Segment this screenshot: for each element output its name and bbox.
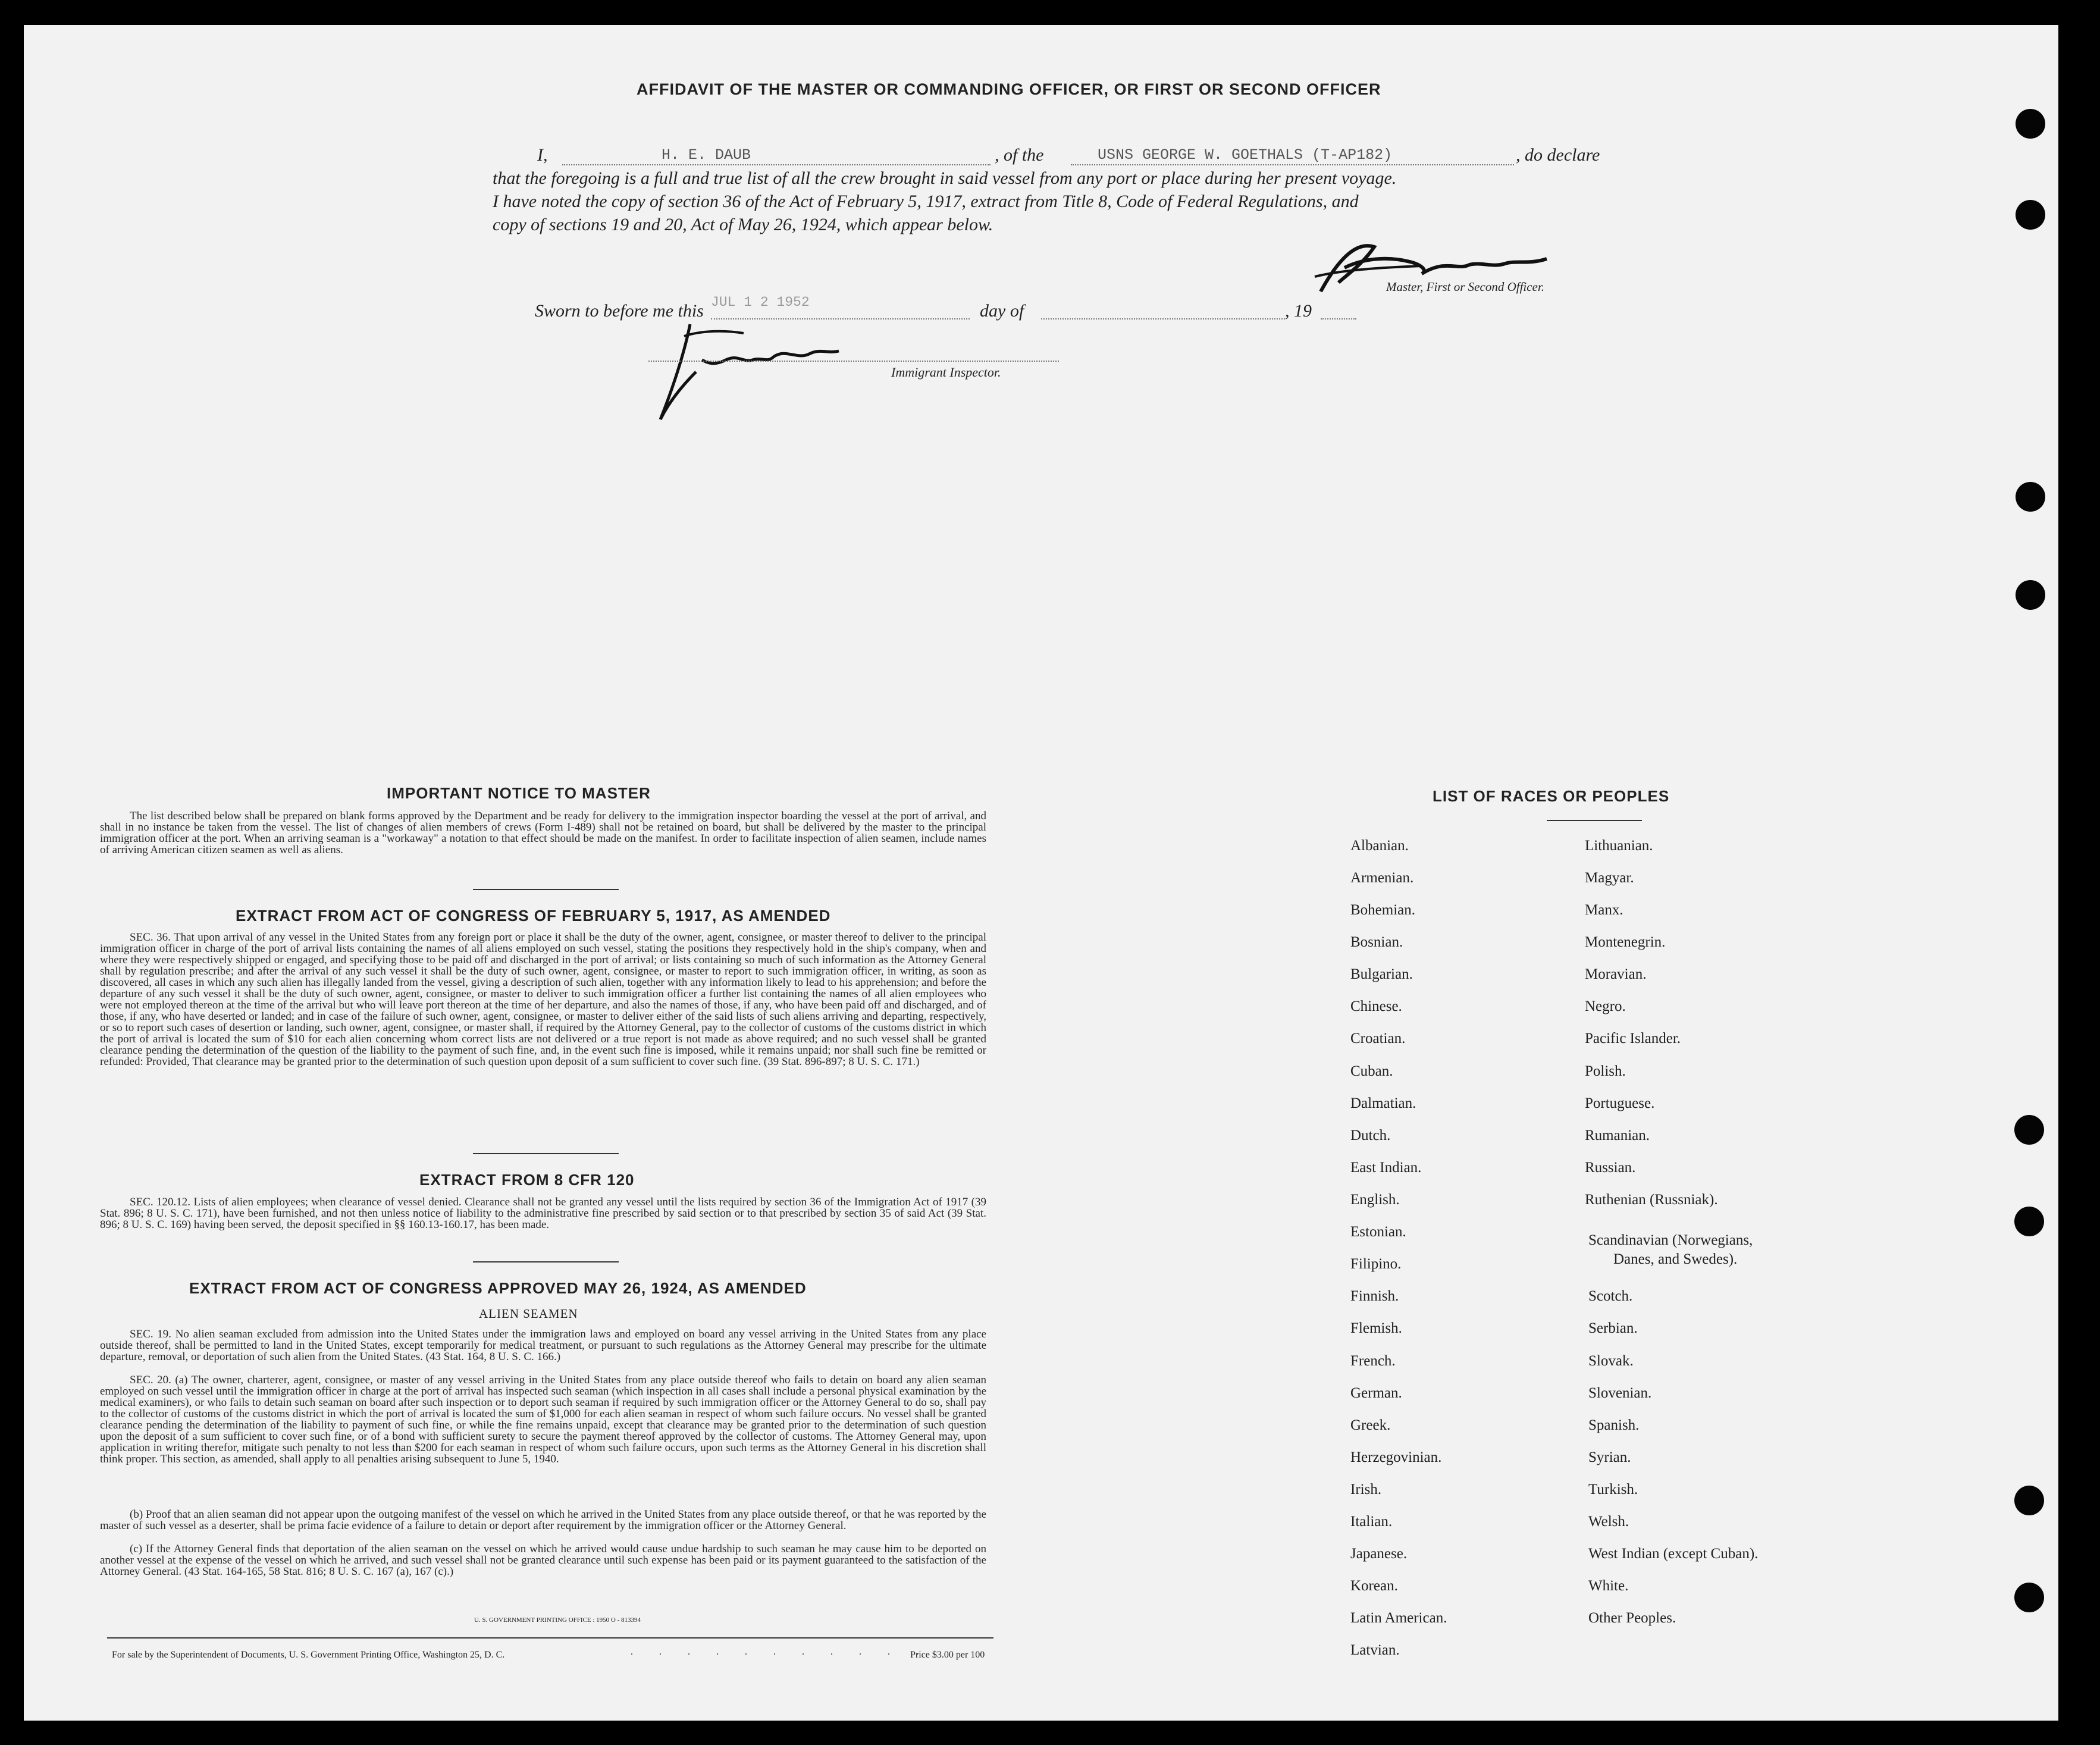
race-item: Turkish.: [1588, 1481, 1638, 1497]
race-item: Flemish.: [1350, 1320, 1402, 1336]
footer-rule: [107, 1637, 993, 1639]
punch-hole: [2016, 580, 2045, 610]
section-20a: SEC. 20. (a) The owner, charterer, agent, consignee, or master of any vessel arriving in the United States from any place outside thereof who fails to detain on board any alien seaman employed on such vessel until the immigration officer in charge at the port of arrival has inspected such seaman (which inspection in all cases shall include a personal physical examination by the medical examiners), or who fails to detain such seaman on board after such inspection or to deport such seaman if required by such immigration officer or the Attorney General to do so, shall pay to the collector of customs of the customs district in which the port of arrival is located the sum of $1,000 for each alien seaman in respect of whom such failure occurs. No vessel shall be granted clearance pending the determination of the liability to payment of such fine, or while the fine remains unpaid, except that clearance may be granted prior to the determination of such question upon the deposit of a sum sufficient to cover such fine, or of a bond with sufficient surety to secure the payment thereof approved by the collector of customs. The Attorney General may, upon application in writing therefor, mitigate such penalty to not less than $200 for each seaman in respect of whom such failure occurs, upon such terms as the Attorney General in his discretion shall think proper. This section, as amended, shall apply to all penalties arising subsequent to June 5, 1940.: [100, 1374, 986, 1465]
race-item: Dalmatian.: [1350, 1095, 1416, 1111]
date-stamp: JUL 1 2 1952: [711, 295, 810, 310]
section-20b: (b) Proof that an alien seaman did not appear upon the outgoing manifest of the vessel on which he arrived in the United States from any place outside thereof, or that he was reported by the master of such vessel as a deserter, shall be prima facie evidence of a failure to detain or deport after requirement by the immigration officer or the Attorney General.: [100, 1508, 986, 1532]
race-item: Irish.: [1350, 1481, 1382, 1497]
race-item: East Indian.: [1350, 1160, 1422, 1176]
race-item: Bulgarian.: [1350, 966, 1413, 982]
punch-hole: [2014, 1207, 2044, 1236]
race-item: Montenegrin.: [1585, 934, 1666, 950]
race-item: Latin American.: [1350, 1610, 1447, 1626]
notice-heading: IMPORTANT NOTICE TO MASTER: [387, 784, 651, 802]
gpo-imprint: U. S. GOVERNMENT PRINTING OFFICE : 1950 O - 813394: [474, 1616, 641, 1624]
of-the-label: , of the: [995, 145, 1044, 165]
punch-hole: [2016, 200, 2045, 230]
race-item: Magyar.: [1585, 870, 1634, 886]
race-item: Other Peoples.: [1588, 1610, 1676, 1626]
race-item: White.: [1588, 1578, 1629, 1594]
race-item: Greek.: [1350, 1417, 1391, 1433]
race-item: Scotch.: [1588, 1288, 1633, 1304]
race-item: Manx.: [1585, 902, 1623, 918]
race-item: Slovak.: [1588, 1353, 1634, 1369]
race-item: Slovenian.: [1588, 1385, 1652, 1401]
race-item: Bosnian.: [1350, 934, 1403, 950]
race-item: Bohemian.: [1350, 902, 1416, 918]
race-item: Herzegovinian.: [1350, 1449, 1442, 1465]
affidavit-line-4: copy of sections 19 and 20, Act of May 26, 1924, which appear below.: [493, 215, 993, 234]
race-item: Armenian.: [1350, 870, 1414, 886]
inspector-signature: [648, 318, 886, 425]
races-heading: LIST OF RACES OR PEOPLES: [1433, 787, 1670, 805]
race-item: Pacific Islander.: [1585, 1030, 1681, 1047]
inspector-line: [648, 361, 1059, 362]
month-line: [1041, 318, 1285, 319]
divider: [473, 1261, 619, 1262]
race-item: Portuguese.: [1585, 1095, 1655, 1111]
affidavit-line-2: that the foregoing is a full and true list of all the crew brought in said vessel from any port or place during her present voyage.: [493, 168, 1397, 188]
year-line: [1321, 318, 1356, 319]
race-item: Lithuanian.: [1585, 838, 1653, 854]
section-20c: (c) If the Attorney General finds that deportation of the alien seaman on the vessel on which he arrived would cause undue hardship to such seaman he may cause him to be deported on another vessel at the expense of the vessel on which he arrived, and such vessel shall not be granted clearance until such expense has been paid or its payment guaranteed to the satisfaction of the Attorney General. (43 Stat. 164-165, 58 Stat. 816; 8 U. S. C. 167 (a), 167 (c).): [100, 1543, 986, 1578]
price-label: Price $3.00 per 100: [910, 1650, 985, 1660]
punch-hole: [2014, 1115, 2044, 1145]
race-item: Polish.: [1585, 1063, 1626, 1079]
race-item: Japanese.: [1350, 1546, 1408, 1562]
race-item: Estonian.: [1350, 1224, 1406, 1240]
race-item: Spanish.: [1588, 1417, 1640, 1433]
race-item: Ruthenian (Russniak).: [1585, 1192, 1718, 1208]
inspector-label: Immigrant Inspector.: [891, 365, 1001, 380]
day-of-label: day of: [980, 301, 1024, 321]
notice-body: The list described below shall be prepared on blank forms approved by the Department and be ready for delivery to the immigration inspector boarding the vessel at the port of arrival, and shall in no instance be taken from the vessel. The list of changes of alien members of crews (Form I-489) shall not be retained on board, but shall be delivered by the master to the principal immigration officer at the port. When an arriving seaman is a "workaway" a notation to that effect should be made on the manifest. In order to facilitate inspection of alien seamen, include names of arriving American citizen seamen as well as aliens.: [100, 810, 986, 856]
year-label: , 19: [1285, 301, 1312, 321]
affidavit-title: AFFIDAVIT OF THE MASTER OR COMMANDING OFFICER, OR FIRST OR SECOND OFFICER: [637, 80, 1381, 98]
sale-notice: For sale by the Superintendent of Documents, U. S. Government Printing Office, Washington 25, D. C.: [112, 1650, 505, 1660]
vessel-line: [1071, 164, 1514, 165]
race-item: German.: [1350, 1385, 1402, 1401]
race-item: Chinese.: [1350, 998, 1402, 1014]
divider: [473, 889, 619, 890]
race-item: Danes, and Swedes).: [1613, 1251, 1738, 1267]
name-line: [562, 164, 991, 165]
race-item: West Indian (except Cuban).: [1588, 1546, 1759, 1562]
race-item: Negro.: [1585, 998, 1626, 1014]
race-item: Finnish.: [1350, 1288, 1399, 1304]
race-item: Rumanian.: [1585, 1127, 1650, 1144]
race-item: Italian.: [1350, 1514, 1393, 1530]
race-item: French.: [1350, 1353, 1396, 1369]
declarant-name: H. E. DAUB: [662, 146, 751, 164]
race-item: Russian.: [1585, 1160, 1636, 1176]
extract-cfr-heading: EXTRACT FROM 8 CFR 120: [419, 1171, 635, 1189]
extract-1917-heading: EXTRACT FROM ACT OF CONGRESS OF FEBRUARY 5, 1917, AS AMENDED: [236, 907, 831, 925]
punch-hole: [2016, 109, 2045, 139]
races-heading-rule: [1547, 820, 1642, 821]
do-declare-label: , do declare: [1516, 145, 1600, 165]
alien-seamen-subheading: ALIEN SEAMEN: [479, 1307, 578, 1321]
race-item: Moravian.: [1585, 966, 1647, 982]
extract-1924-heading: EXTRACT FROM ACT OF CONGRESS APPROVED MAY 26, 1924, AS AMENDED: [189, 1279, 807, 1297]
divider: [473, 1153, 619, 1154]
race-item: Albanian.: [1350, 838, 1409, 854]
race-item: Scandinavian (Norwegians,: [1588, 1232, 1753, 1248]
paper-sheet: [24, 25, 2058, 1721]
race-item: Filipino.: [1350, 1256, 1402, 1272]
sale-leader-dots: . . . . . . . . . . .: [631, 1647, 930, 1657]
race-item: Croatian.: [1350, 1030, 1406, 1047]
punch-hole: [2016, 482, 2045, 512]
race-item: English.: [1350, 1192, 1400, 1208]
extract-cfr-body: SEC. 120.12. Lists of alien employees; when clearance of vessel denied. Clearance shall not be granted any vessel until the lists required by section 36 of the Immigration Act of 1917 (39 Stat. 896; 8 U. S. C. 171), have been furnished, and not then unless notice of liability to the administrative fine prescribed by said section or to that prescribed by section 35 of said Act (39 Stat. 896; 8 U. S. C. 169) having been served, the deposit specified in §§ 160.13-160.17, has been made.: [100, 1196, 986, 1231]
sworn-label: Sworn to before me this: [535, 301, 704, 321]
affidavit-line-3: I have noted the copy of section 36 of the Act of February 5, 1917, extract from Title 8, Code of Federal Regulations, and: [493, 192, 1359, 211]
declarant-label: I,: [537, 145, 548, 165]
race-item: Syrian.: [1588, 1449, 1631, 1465]
race-item: Korean.: [1350, 1578, 1398, 1594]
section-19: SEC. 19. No alien seaman excluded from admission into the United States under the immigration laws and employed on board any vessel arriving in the United States from any place outside thereof, shall be permitted to land in the United States, except temporarily for medical treatment, or pursuant to such regulations as the Attorney General may prescribe for the ultimate departure, removal, or deportation of such alien from the United States. (43 Stat. 164, 8 U. S. C. 166.): [100, 1328, 986, 1363]
punch-hole: [2014, 1486, 2044, 1515]
race-item: Serbian.: [1588, 1320, 1638, 1336]
race-item: Latvian.: [1350, 1642, 1400, 1658]
race-item: Dutch.: [1350, 1127, 1391, 1144]
vessel-name: USNS GEORGE W. GOETHALS (T-AP182): [1098, 146, 1393, 164]
master-officer-label: Master, First or Second Officer.: [1386, 280, 1544, 294]
race-item: Cuban.: [1350, 1063, 1393, 1079]
race-item: Welsh.: [1588, 1514, 1629, 1530]
extract-1917-body: SEC. 36. That upon arrival of any vessel in the United States from any foreign port or place it shall be the duty of the owner, agent, consignee, or master thereof to deliver to the principal immigration officer in charge of the port of arrival lists containing the names of all aliens employed on such vessel, stating the positions they respectively hold in the ship's company, when and where they were respectively shipped or engaged, and specifying those to be paid off and discharged in the port of arrival; or lists containing so much of such information as the Attorney General shall by regulation prescribe; and after the arrival of any such vessel it shall be the duty of such owner, agent, consignee, or master to report to such immigration officer, in writing, as soon as discovered, all cases in which any such alien has illegally landed from the vessel, giving a description of such alien, together with any information likely to lead to his apprehension; and before the departure of any such vessel it shall be the duty of such owner, agent, consignee, or master to deliver to such immigration officer a further list containing the names of all alien employees who were not employed thereon at the time of the arrival but who will leave port thereon at the time of her departure, and also the names of those, if any, who have been paid off and discharged, and of those, if any, who have deserted or landed; and in case of the failure of such owner, agent, consignee, or master to deliver either of the said lists of such aliens arriving and departing, respectively, or so to report such cases of desertion or landing, such owner, agent, consignee, or master shall, if required by the Attorney General, pay to the collector of customs of the customs district in which the port of arrival is located the sum of $10 for each alien concerning whom correct lists are not delivered or a true report is not made as above required; and no such vessel shall be granted clearance pending the determination of the question of the liability to the payment of such fine, and, in the event such fine is imposed, while it remains unpaid; nor shall such fine be remitted or refunded: Provided, That clearance may be granted prior to the determination of such question upon deposit of a sum sufficient to cover such fine. (39 Stat. 896-897; 8 U. S. C. 171.): [100, 931, 986, 1068]
punch-hole: [2014, 1583, 2044, 1612]
